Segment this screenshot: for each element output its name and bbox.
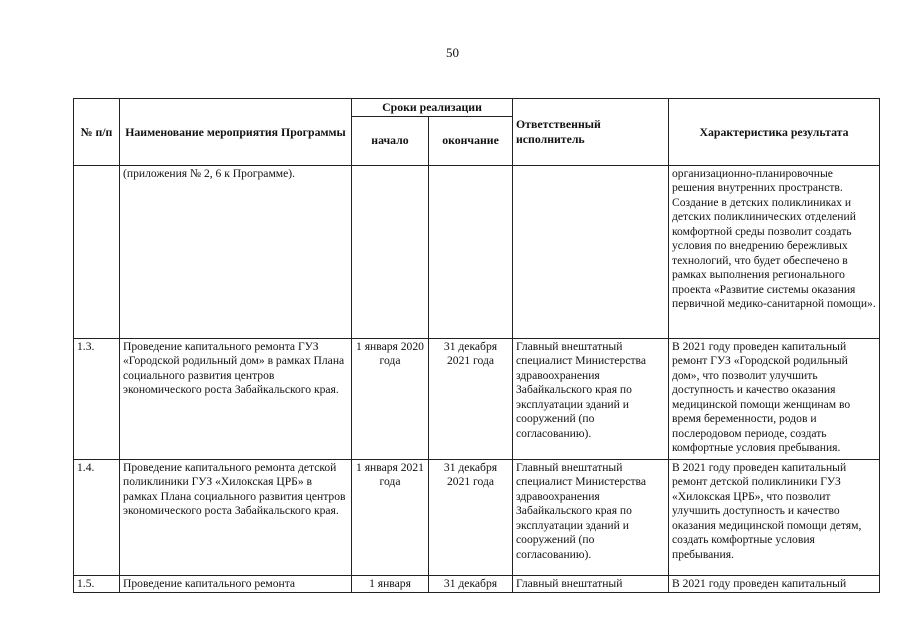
table-row	[74, 459, 880, 575]
cell-no: 1.4.	[74, 459, 120, 575]
cell-name: Проведение капитального ремонта	[120, 575, 352, 593]
page-number: 50	[446, 45, 459, 60]
cell-responsible: Главный внештатный специалист Министерства здравоохранения Забайкальского края по эксплуатации зданий и сооружений (по согласованию).	[513, 338, 669, 459]
cell-result: В 2021 году проведен капитальный	[669, 575, 880, 593]
header-responsible: Ответственный исполнитель	[513, 99, 669, 166]
header-name: Наименование мероприятия Программы	[120, 99, 352, 166]
cell-end: 31 декабря 2021 года	[429, 459, 513, 575]
cell-start: 1 января 2021 года	[352, 459, 429, 575]
header-period: Сроки реализации	[352, 99, 513, 117]
cell-responsible: Главный внештатный	[513, 575, 669, 593]
cell-responsible: Главный внештатный специалист Министерства здравоохранения Забайкальского края по эксплуатации зданий и сооружений (по согласованию).	[513, 459, 669, 575]
cell-result: организационно-планировочные решения внутренних пространств. Создание в детских поликлиниках и детских поликлинических отделений комфортной среды позволит создать условия по внедрению бережливых технологий, что будет обеспечено в рамках выполнения регионального проекта «Развитие системы оказания первичной медико-санитарной помощи».	[669, 165, 880, 338]
cell-name: Проведение капитального ремонта детской поликлиники ГУЗ «Хилокская ЦРБ» в рамках Плана социального развития центров экономического роста Забайкальского края.	[120, 459, 352, 575]
cell-responsible	[513, 165, 669, 338]
header-start: начало	[352, 116, 429, 165]
cell-result: В 2021 году проведен капитальный ремонт ГУЗ «Городской родильный дом», что позволит улучшить доступность и качество оказания медицинской помощи женщинам во время беременности, родов и послеродовом периоде, создать комфортные условия пребывания.	[669, 338, 880, 459]
table-row	[74, 165, 880, 338]
cell-end: 31 декабря 2021 года	[429, 338, 513, 459]
cell-name: Проведение капитального ремонта ГУЗ «Городской родильный дом» в рамках Плана социального развития центров экономического роста Забайкальского края.	[120, 338, 352, 459]
cell-start: 1 января 2020 года	[352, 338, 429, 459]
cell-end: 31 декабря	[429, 575, 513, 593]
header-result: Характеристика результата	[669, 99, 880, 166]
cell-result: В 2021 году проведен капитальный ремонт детской поликлиники ГУЗ «Хилокская ЦРБ», что позволит улучшить доступность и качество оказания медицинской помощи детям, создать комфортные условия пребывания.	[669, 459, 880, 575]
cell-end	[429, 165, 513, 338]
cell-no: 1.3.	[74, 338, 120, 459]
cell-no	[74, 165, 120, 338]
cell-name: (приложения № 2, 6 к Программе).	[120, 165, 352, 338]
cell-start: 1 января	[352, 575, 429, 593]
table-row	[74, 338, 880, 459]
header-end: окончание	[429, 116, 513, 165]
program-table	[73, 98, 880, 593]
cell-no: 1.5.	[74, 575, 120, 593]
header-no: № п/п	[74, 99, 120, 166]
table-row	[74, 575, 880, 593]
header-row	[74, 99, 880, 117]
cell-start	[352, 165, 429, 338]
